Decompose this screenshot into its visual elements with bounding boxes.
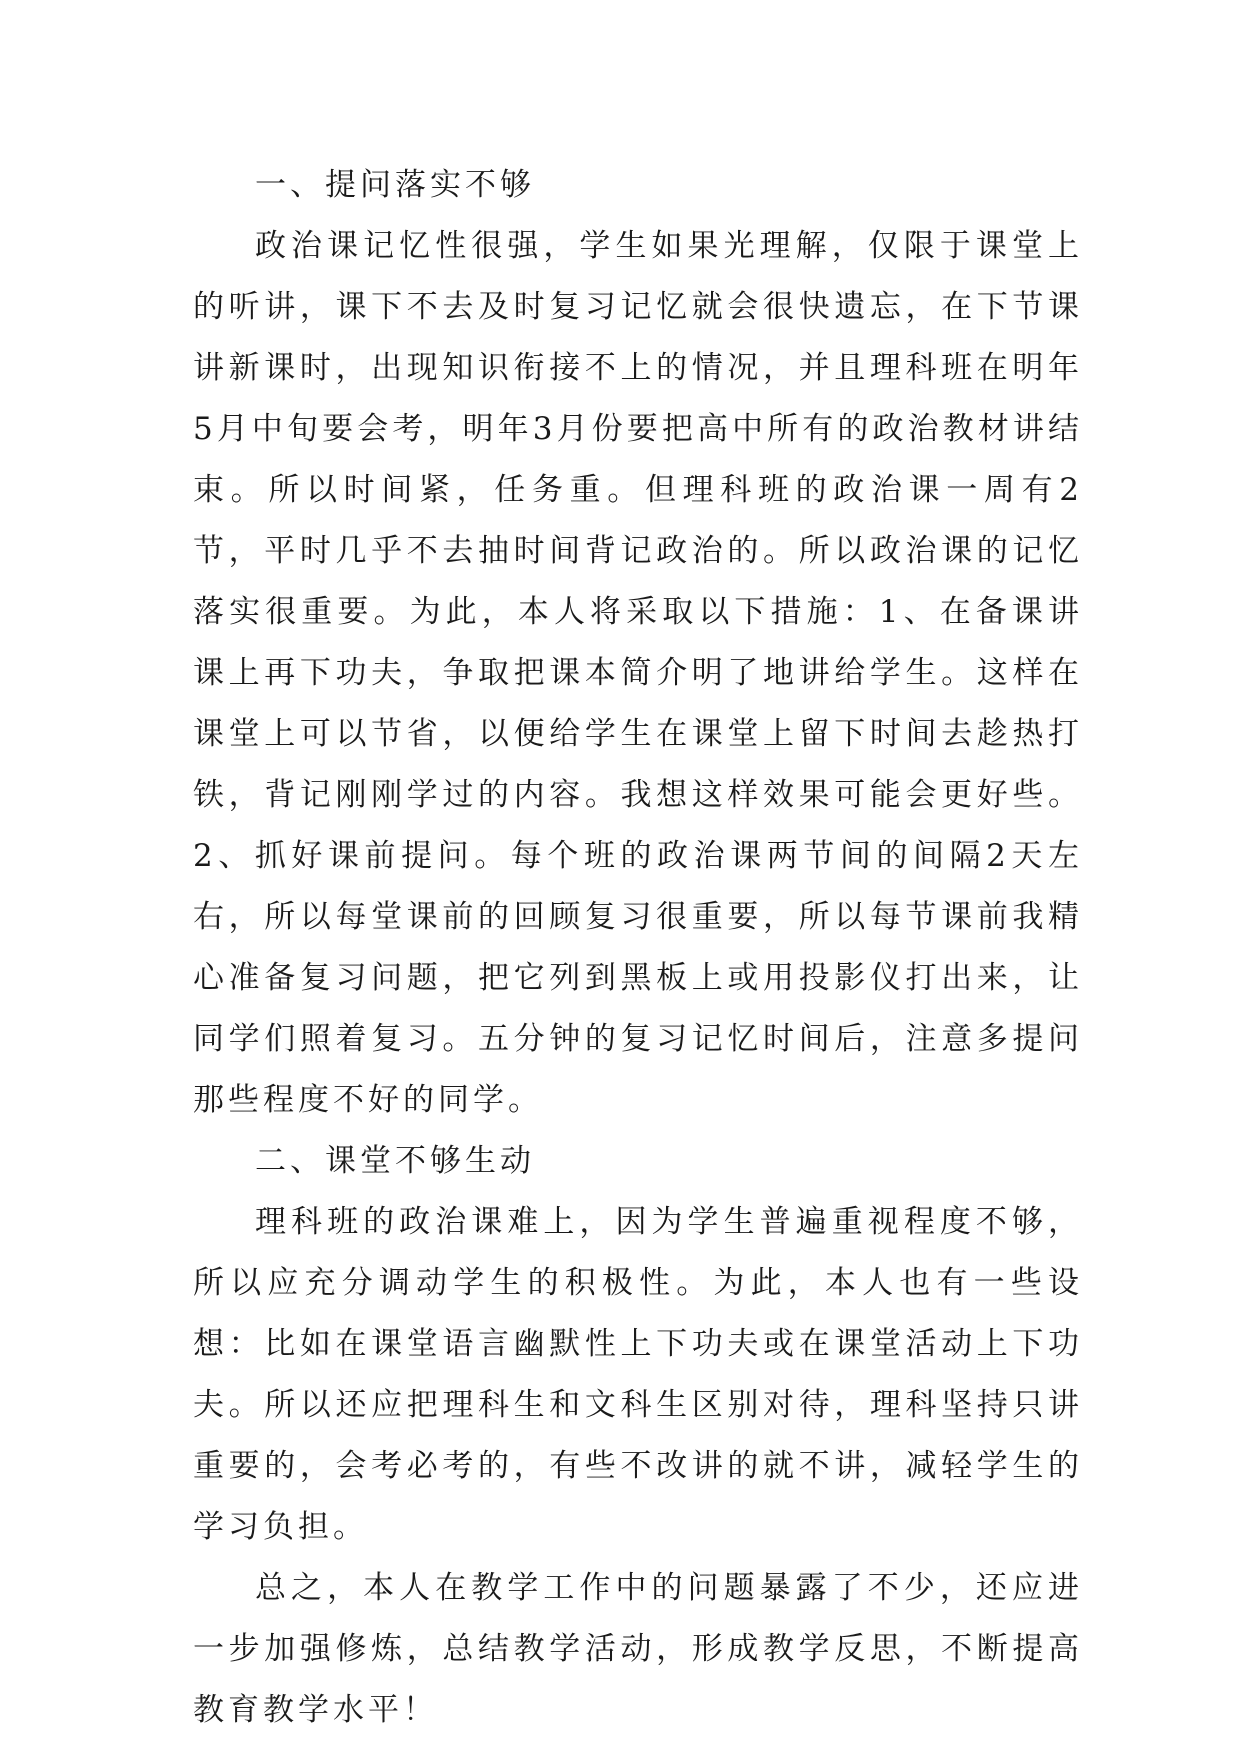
conclusion-paragraph: 总之，本人在教学工作中的问题暴露了不少，还应进一步加强修炼，总结教学活动，形成教学反思，不断提高教育教学水平！ — [193, 1570, 1083, 1728]
section-paragraph: 理科班的政治课难上，因为学生普遍重视程度不够，所以应充分调动学生的积极性。为此，本人也有一些设想：比如在课堂语言幽默性上下功夫或在课堂活动上下功夫。所以还应把理科生和文科生区别对待，理科坚持只讲重要的，会考必考的，有些不改讲的就不讲，减轻学生的学习负担。 — [193, 1204, 1083, 1545]
section-heading: 一、提问落实不够 — [255, 167, 535, 203]
section-paragraph: 政治课记忆性很强，学生如果光理解，仅限于课堂上的听讲，课下不去及时复习记忆就会很快遗忘，在下节课讲新课时，出现知识衔接不上的情况，并且理科班在明年5月中旬要会考，明年3月份要把高中所有的政治教材讲结束。所以时间紧，任务重。但理科班的政治课一周有2节，平时几乎不去抽时间背记政治的。所以政治课的记忆落实很重要。为此，本人将采取以下措施：1、在备课讲课上再下功夫，争取把课本简介明了地讲给学生。这样在课堂上可以节省，以便给学生在课堂上留下时间去趁热打铁，背记刚刚学过的内容。我想这样效果可能会更好些。2、抓好课前提问。每个班的政治课两节间的间隔2天左右，所以每堂课前的回顾复习很重要，所以每节课前我精心准备复习问题，把它列到黑板上或用投影仪打出来，让同学们照着复习。五分钟的复习记忆时间后，注意多提问那些程度不好的同学。 — [193, 228, 1083, 1118]
document-body — [193, 155, 1083, 1741]
section-heading: 二、课堂不够生动 — [255, 1143, 535, 1179]
